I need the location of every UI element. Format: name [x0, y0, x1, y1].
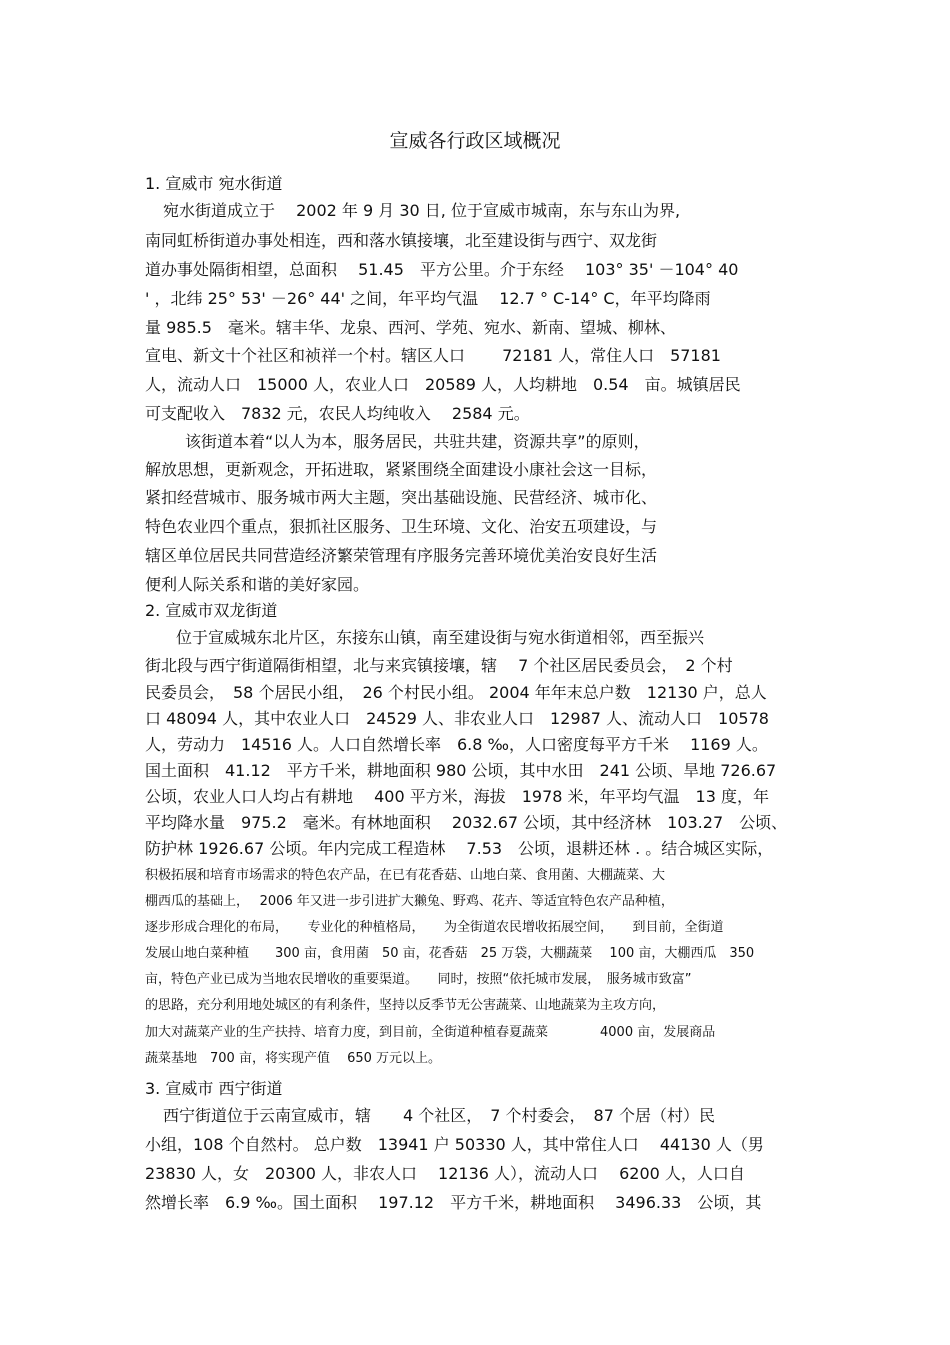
text-line: 南同虹桥街道办事处相连，西和落水镇接壤，北至建设街与西宁、双龙街 — [145, 231, 658, 250]
section-heading-shuanglong: 2. 宣威市双龙街道 — [145, 601, 278, 620]
text-line: 特色农业四个重点，狠抓社区服务、卫生环境、文化、治安五项建设，与 — [145, 517, 658, 536]
text-line: 逐步形成合理化的布局， 专业化的种植格局， 为全街道农民增收拓展空间， 到目前，全街道 — [145, 920, 724, 935]
text-line: 人，劳动力 14516 人。人口自然增长率 6.8 ‰，人口密度每平方千米 1169 人。 — [145, 735, 768, 754]
text-line: 街北段与西宁街道隔街相望，北与来宾镇接壤，辖 7 个社区居民委员会， 2 个村 — [145, 656, 733, 675]
text-line: 23830 人，女 20300 人，非农人口 12136 人），流动人口 6200 人，人口自 — [145, 1164, 745, 1183]
text-line: 人，流动人口 15000 人，农业人口 20589 人，人均耕地 0.54 亩。城镇居民 — [145, 375, 741, 394]
text-line: 宣电、新文十个社区和祯祥一个村。辖区人口 72181 人，常住人口 57181 — [145, 346, 721, 365]
text-line: 积极拓展和培育市场需求的特色农产品，在已有花香菇、山地白菜、食用菌、大棚蔬菜、大 — [145, 868, 666, 883]
text-line: 然增长率 6.9 ‰。国土面积 197.12 平方千米，耕地面积 3496.33 公顷，其 — [145, 1193, 762, 1212]
text-line: 该街道本着“以人为本，服务居民，共驻共建，资源共享”的原则， — [185, 432, 650, 451]
text-line: 的思路，充分利用地处城区的有利条件，坚持以反季节无公害蔬菜、山地蔬菜为主攻方向， — [145, 998, 666, 1013]
text-line: 加大对蔬菜产业的生产扶持、培育力度，到目前，全街道种植春夏蔬菜 4000 亩，发展商品 — [145, 1025, 716, 1040]
text-line: 防护林 1926.67 公顷。年内完成工程造林 7.53 公顷，退耕还林 . 。结合城区实际， — [145, 839, 774, 858]
text-line: 亩，特色产业已成为当地农民增收的重要渠道。 同时，按照“依托城市发展， 服务城市致富” — [145, 972, 692, 987]
text-line: 棚西瓜的基础上， 2006 年又进一步引进扩大獭兔、野鸡、花卉、等适宜特色农产品种植， — [145, 894, 674, 909]
page-title: 宣威各行政区域概况 — [389, 130, 561, 152]
section-heading-xining: 3. 宣威市 西宁街道 — [145, 1079, 283, 1098]
text-line: 蔬菜基地 700 亩，将实现产值 650 万元以上。 — [145, 1051, 442, 1066]
text-line: 国土面积 41.12 平方千米，耕地面积 980 公顷，其中水田 241 公顷、旱地 726.67 — [145, 761, 777, 780]
text-line: 口 48094 人，其中农业人口 24529 人、非农业人口 12987 人、流动人口 10578 — [145, 709, 769, 728]
text-line: 平均降水量 975.2 毫米。有林地面积 2032.67 公顷，其中经济林 103.27 公顷、 — [145, 813, 788, 832]
text-line: 宛水街道成立于 2002 年 9 月 30 日, 位于宣威市城南，东与东山为界, — [163, 201, 681, 220]
text-line: 道办事处隔街相望，总面积 51.45 平方公里。介于东经 103° 35' －104° 40 — [145, 260, 739, 279]
text-line: 可支配收入 7832 元，农民人均纯收入 2584 元。 — [145, 404, 530, 423]
text-line: ' ，北纬 25° 53' －26° 44' 之间，年平均气温 12.7 ° C-14° C，年平均降雨 — [145, 289, 711, 308]
text-line: 便利人际关系和谐的美好家园。 — [145, 575, 370, 594]
text-line: 紧扣经营城市、服务城市两大主题，突出基础设施、民营经济、城市化、 — [145, 488, 658, 507]
text-line: 民委员会， 58 个居民小组， 26 个村民小组。 2004 年年末总户数 12130 户，总人 — [145, 683, 767, 702]
text-line: 位于宣威城东北片区，东接东山镇，南至建设街与宛水街道相邻，西至振兴 — [176, 628, 705, 647]
text-line: 西宁街道位于云南宣威市，辖 4 个社区， 7 个村委会， 87 个居（村）民 — [163, 1106, 715, 1125]
text-line: 量 985.5 毫米。辖丰华、龙泉、西河、学苑、宛水、新南、望城、柳林、 — [145, 318, 676, 337]
text-line: 公顷，农业人口人均占有耕地 400 平方米，海拔 1978 米，年平均气温 13 度，年 — [145, 787, 769, 806]
section-heading-wanshui: 1. 宣威市 宛水街道 — [145, 174, 283, 193]
text-line: 小组，108 个自然村。 总户数 13941 户 50330 人，其中常住人口 44130 人（男 — [145, 1135, 764, 1154]
text-line: 发展山地白菜种植 300 亩，食用菌 50 亩，花香菇 25 万袋，大棚蔬菜 100 亩，大棚西瓜 350 — [145, 946, 755, 961]
text-line: 辖区单位居民共同营造经济繁荣管理有序服务完善环境优美治安良好生活 — [145, 546, 658, 565]
text-line: 解放思想，更新观念，开拓进取，紧紧围绕全面建设小康社会这一目标， — [145, 460, 658, 479]
